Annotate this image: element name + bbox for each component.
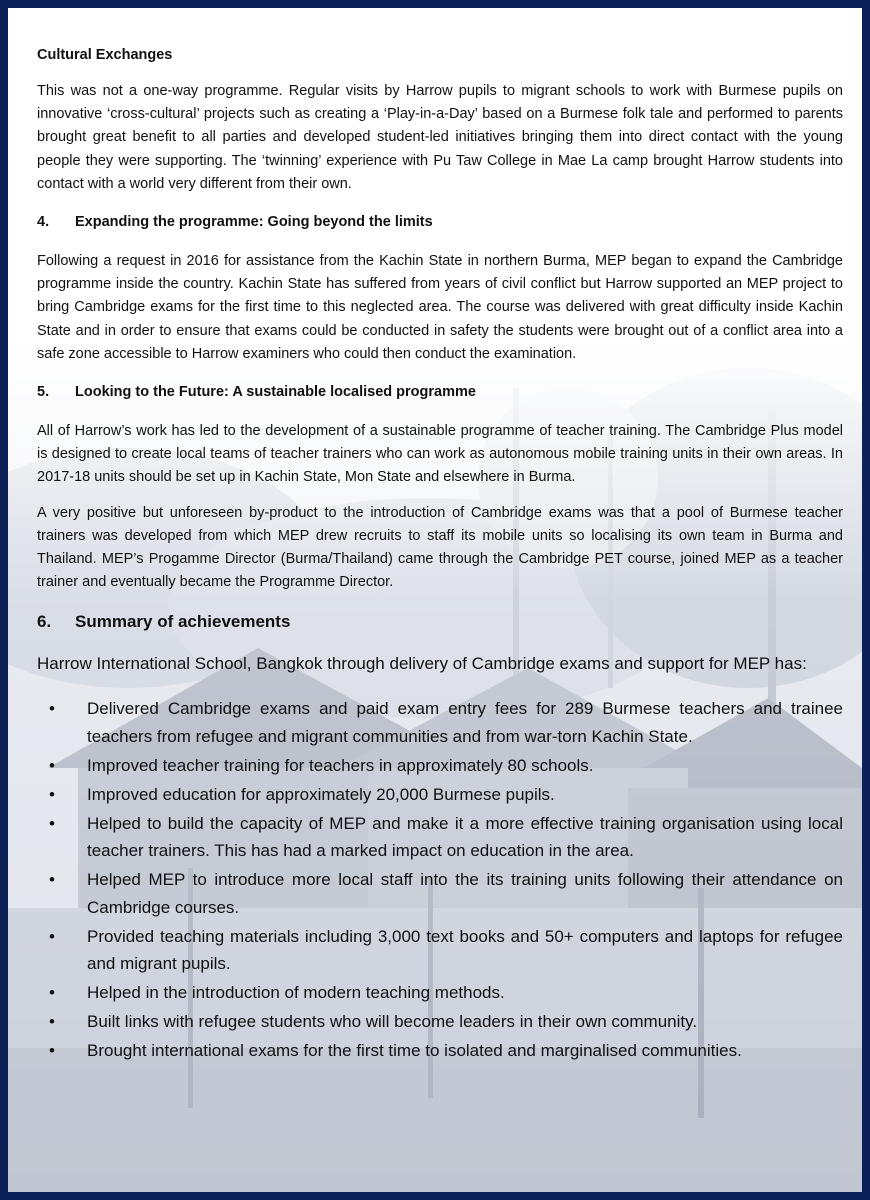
section-number: 4.: [37, 214, 50, 231]
list-item-text: Built links with refugee students who will become leaders in their own community.: [87, 1012, 698, 1032]
summary-intro: Harrow International School, Bangkok through delivery of Cambridge exams and support for MEP has:: [37, 654, 807, 674]
section-number: 6.: [37, 612, 52, 632]
section-title: Summary of achievements: [75, 612, 291, 632]
list-item: [37, 781, 843, 809]
achievements-list: [37, 695, 843, 1065]
bullet-icon: •: [49, 784, 55, 804]
list-item-text: Delivered Cambridge exams and paid exam entry fees for 289 Burmese teachers and trainee teachers from refugee and migrant communities and from war-torn Kachin State.: [87, 699, 843, 746]
section-heading-expanding: [37, 213, 843, 231]
bullet-icon: •: [49, 699, 55, 719]
list-item: [37, 979, 843, 1007]
section-number: 5.: [37, 384, 50, 401]
bullet-icon: •: [49, 926, 55, 946]
bullet-icon: •: [49, 870, 55, 890]
section-title: Expanding the programme: Going beyond the limits: [75, 214, 433, 231]
list-item: [37, 923, 843, 978]
list-item-text: Improved teacher training for teachers in approximately 80 schools.: [87, 755, 594, 775]
list-item: [37, 695, 843, 750]
list-item-text: Brought international exams for the first time to isolated and marginalised communities.: [87, 1041, 742, 1061]
list-item: [37, 866, 843, 921]
future-paragraph-2: A very positive but unforeseen by-product to the introduction of Cambridge exams was that a pool of Burmese teacher trainers was developed from which MEP drew recruits to staff its mobile units so localising its own team in Burma and Thailand. MEP’s Progamme Director (Burma/Thailand) came through the Cambridge PET course, joined MEP as a teacher trainer and eventually became the Programme Director.: [37, 504, 843, 591]
list-item-text: Provided teaching materials including 3,000 text books and 50+ computers and laptops for refugee and migrant pupils.: [87, 926, 843, 974]
future-paragraph-1: All of Harrow’s work has led to the development of a sustainable programme of teacher training. The Cambridge Plus model is designed to create local teams of teacher trainers who can work as autonomous mobile training units in their own areas. In 2017-18 units should be set up in Kachin State, Mon State and elsewhere in Burma.: [37, 423, 843, 486]
list-item: [37, 810, 843, 865]
bullet-icon: •: [49, 813, 55, 833]
section-heading-future: [37, 383, 843, 401]
section-heading-cultural: Cultural Exchanges: [37, 47, 173, 63]
list-item-text: Helped in the introduction of modern teaching methods.: [87, 983, 505, 1003]
list-item: [37, 1037, 843, 1065]
document-body: [37, 40, 843, 1066]
section-title: Looking to the Future: A sustainable localised programme: [75, 384, 476, 401]
bullet-icon: •: [49, 983, 55, 1003]
cultural-paragraph: This was not a one-way programme. Regular visits by Harrow pupils to migrant schools to work with Burmese pupils on innovative ‘cross-cultural’ projects such as creating a ‘Play-in-a-Day’ based on a Burmese folk tale and performed to parents brought great benefit to all parties and developed student-led initiatives bringing them into direct contact with the young people they were supporting. The ‘twinning’ experience with Pu Taw College in Mae La camp brought Harrow students into contact with a world very different from their own.: [37, 83, 843, 192]
bullet-icon: •: [49, 1041, 55, 1061]
list-item-text: Helped to build the capacity of MEP and make it a more effective training organisation using local teacher trainers. This has had a marked impact on education in the area.: [87, 813, 843, 861]
bullet-icon: •: [49, 755, 55, 775]
list-item: [37, 752, 843, 780]
list-item-text: Helped MEP to introduce more local staff into the its training units following their attendance on Cambridge courses.: [87, 870, 843, 917]
expanding-paragraph: Following a request in 2016 for assistance from the Kachin State in northern Burma, MEP began to expand the Cambridge programme inside the country. Kachin State has suffered from years of civil conflict but Harrow supported an MEP project to bring Cambridge exams for the first time to this neglected area. The course was delivered with great difficulty inside Kachin State and in order to ensure that exams could be conducted in safety the students were brought out of a conflict area into a safe zone accessible to Harrow examiners who could then conduct the examination.: [37, 253, 843, 362]
section-heading-summary: [37, 611, 843, 633]
bullet-icon: •: [49, 1012, 55, 1032]
list-item: [37, 1008, 843, 1036]
list-item-text: Improved education for approximately 20,000 Burmese pupils.: [87, 784, 555, 804]
